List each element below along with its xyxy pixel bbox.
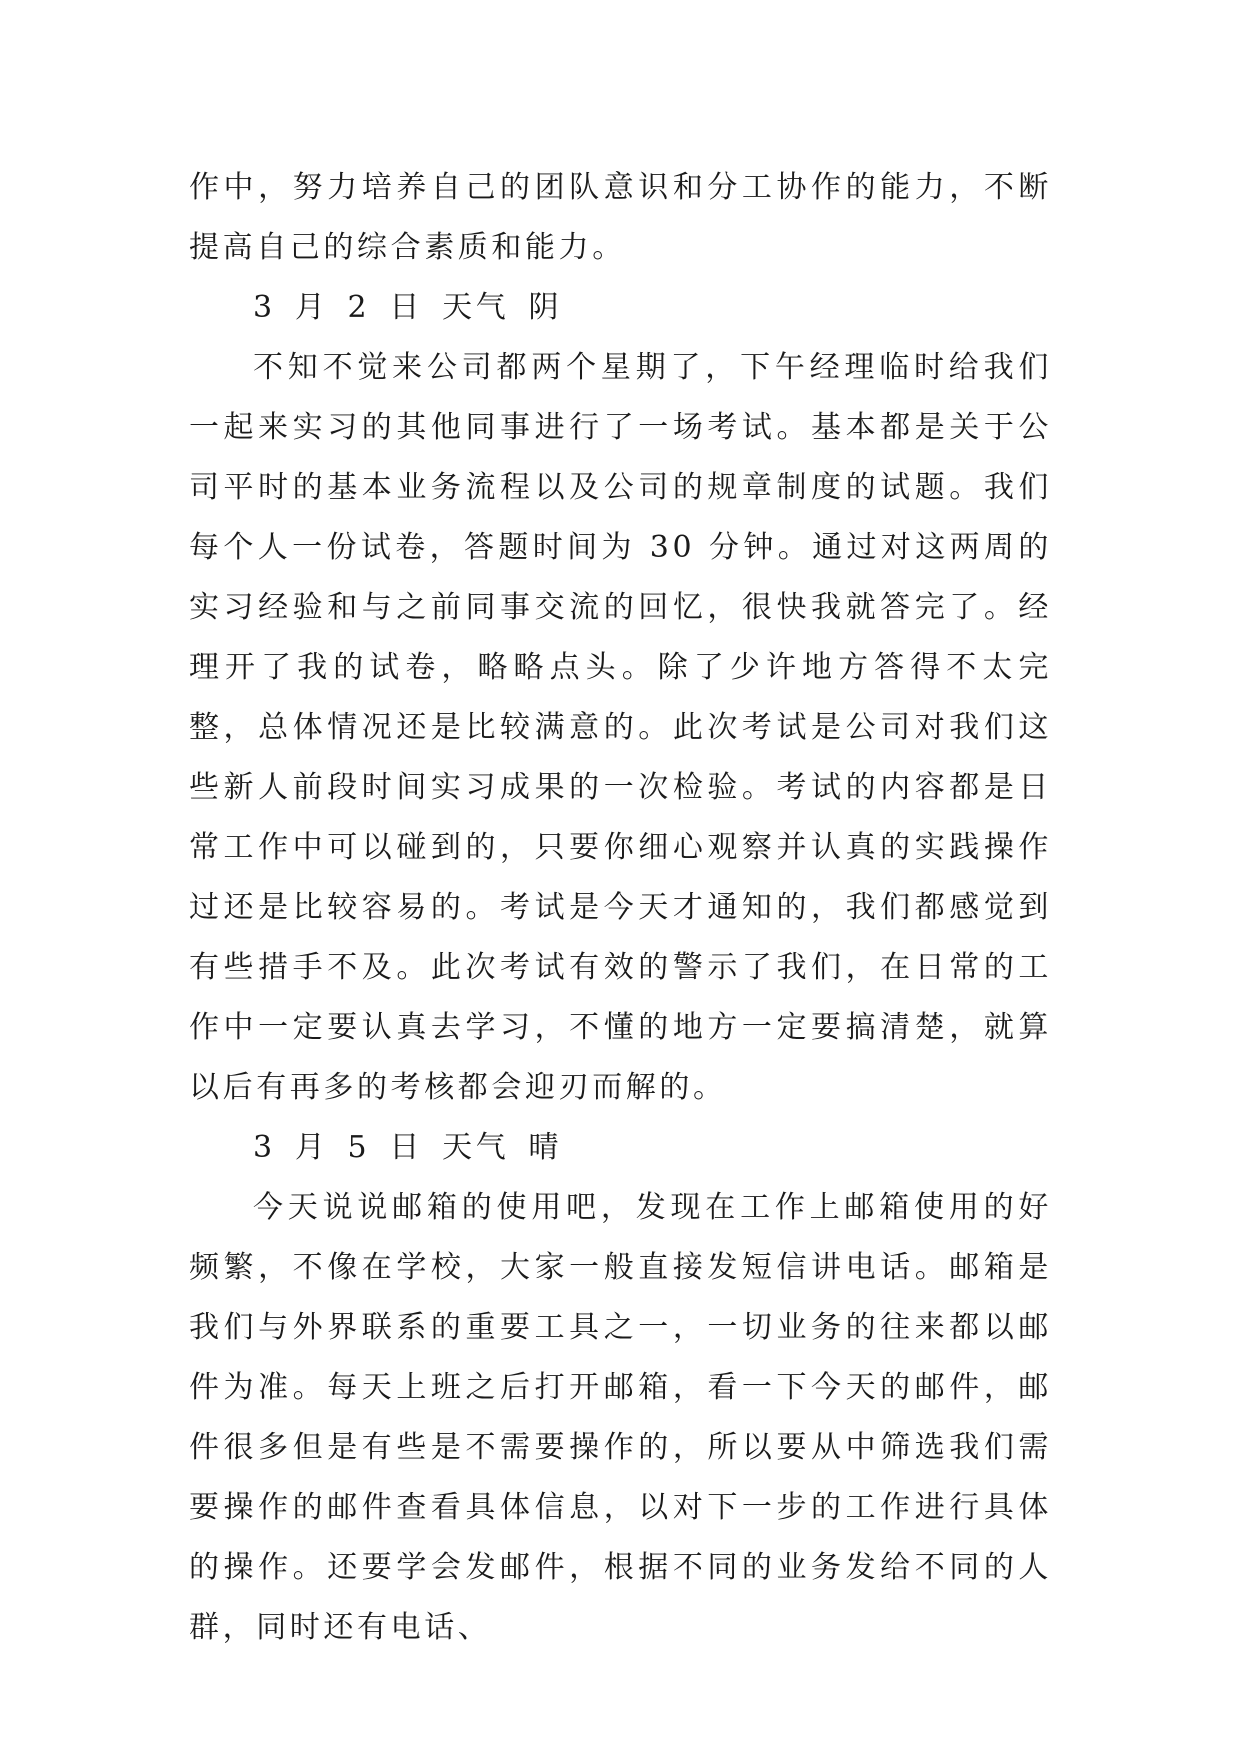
paragraph-email: 今天说说邮箱的使用吧，发现在工作上邮箱使用的好频繁，不像在学校，大家一般直接发短信讲电话。邮箱是我们与外界联系的重要工具之一，一切业务的往来都以邮件为准。每天上班之后打开邮箱，看一下今天的邮件，邮件很多但是有些是不需要操作的，所以要从中筛选我们需要操作的邮件查看具体信息，以对下一步的工作进行具体的操作。还要学会发邮件，根据不同的业务发给不同的人群，同时还有电话、: [189, 1190, 1052, 1645]
entry-date-heading: 3 月 2 日 天气 阴: [253, 290, 563, 325]
paragraph-continued: 作中，努力培养自己的团队意识和分工协作的能力，不断提高自己的综合素质和能力。: [189, 170, 1052, 265]
document-page: [189, 158, 1052, 1658]
paragraph-exam: 不知不觉来公司都两个星期了，下午经理临时给我们一起来实习的其他同事进行了一场考试。基本都是关于公司平时的基本业务流程以及公司的规章制度的试题。我们每个人一份试卷，答题时间为 30 分钟。通过对这两周的实习经验和与之前同事交流的回忆，很快我就答完了。经理开了我的试卷，略略点头。除了少许地方答得不太完整，总体情况还是比较满意的。此次考试是公司对我们这些新人前段时间实习成果的一次检验。考试的内容都是日常工作中可以碰到的，只要你细心观察并认真的实践操作过还是比较容易的。考试是今天才通知的，我们都感觉到有些措手不及。此次考试有效的警示了我们，在日常的工作中一定要认真去学习，不懂的地方一定要搞清楚，就算以后有再多的考核都会迎刃而解的。: [189, 350, 1052, 1105]
entry-date-heading: 3 月 5 日 天气 晴: [253, 1130, 563, 1165]
